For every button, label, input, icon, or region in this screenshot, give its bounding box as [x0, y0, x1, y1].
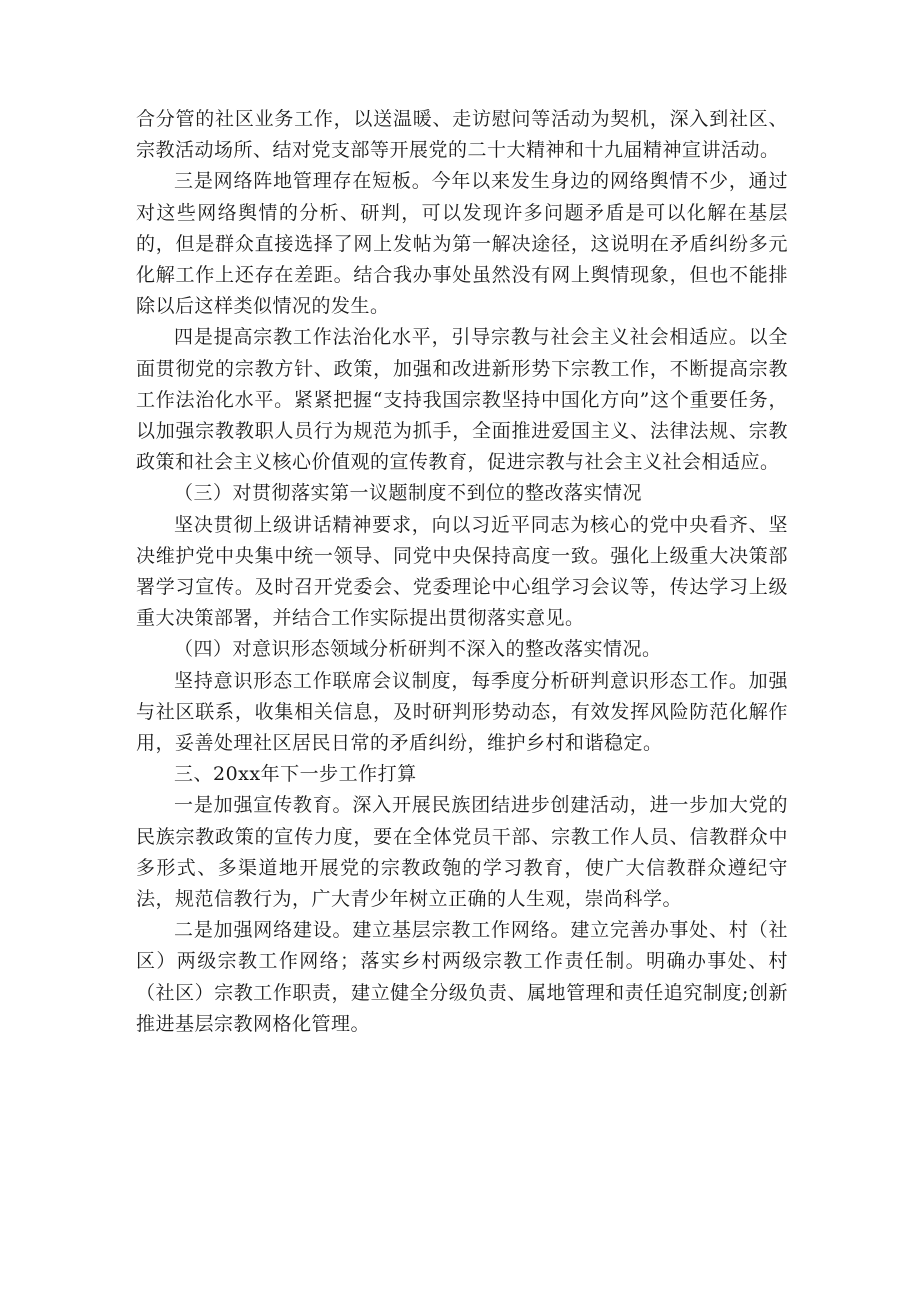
paragraph-5: 坚持意识形态工作联席会议制度，每季度分析研判意识形态工作。加强与社区联系，收集相关信息，及时研判形势动态，有效发挥风险防范化解作用，妥善处理社区居民日常的矛盾纠纷，维护乡村和谐稳定。: [136, 669, 788, 755]
section-heading-4: （四）对意识形态领域分析研判不深入的整改落实情况。: [174, 638, 662, 661]
paragraph-1: 合分管的社区业务工作，以送温暖、走访慰问等活动为契机，深入到社区、宗教活动场所、结对党支部等开展党的二十大精神和十九届精神宣讲活动。: [136, 108, 788, 162]
chapter-heading-3: 三、20xx年下一步工作打算: [174, 763, 417, 786]
paragraph-2: 三是网络阵地管理存在短板。今年以来发生身边的网络舆情不少，通过对这些网络舆情的分析、研判，可以发现许多问题矛盾是可以化解在基层的，但是群众直接选择了网上发帖为第一解决途径，这说明在矛盾纠纷多元化解工作上还存在差距。结合我办事处虽然没有网上舆情现象，但也不能排除以后这样类似情况的发生。: [136, 170, 788, 318]
section-heading-3: （三）对贯彻落实第一议题制度不到位的整改落实情况: [174, 482, 643, 505]
paragraph-7: 二是加强网络建设。建立基层宗教工作网络。建立完善办事处、村（社区）两级宗教工作网络；落实乡村两级宗教工作责任制。明确办事处、村（社区）宗教工作职责，建立健全分级负责、属地管理和责任追究制度;创新推进基层宗教网格化管理。: [136, 919, 788, 1035]
paragraph-6: 一是加强宣传教育。深入开展民族团结进步创建活动，进一步加大党的民族宗教政策的宣传力度，要在全体党员干部、宗教工作人员、信教群众中多形式、多渠道地开展党的宗教政匏的学习教育，使广大信教群众遵纪守法，规范信教行为，广大青少年树立正确的人生观，崇尚科学。: [136, 794, 788, 911]
paragraph-3: 四是提高宗教工作法治化水平，引导宗教与社会主义社会相适应。以全面贯彻党的宗教方针、政策，加强和改进新形势下宗教工作，不断提高宗教工作法治化水平。紧紧把握“支持我国宗教坚持中国化方向”这个重要任务，以加强宗教教职人员行为规范为抓手，全面推进爱国主义、法律法规、宗教政策和社会主义核心价值观的宣传教育，促进宗教与社会主义社会相适应。: [136, 326, 788, 474]
paragraph-4: 坚决贯彻上级讲话精神要求，向以习近平同志为核心的党中央看齐、坚决维护党中央集中统一领导、同党中央保持高度一致。强化上级重大决策部署学习宣传。及时召开党委会、党委理论中心组学习会议等，传达学习上级重大决策部署，并结合工作实际提出贯彻落实意见。: [136, 513, 788, 630]
document-body: [136, 104, 788, 1040]
